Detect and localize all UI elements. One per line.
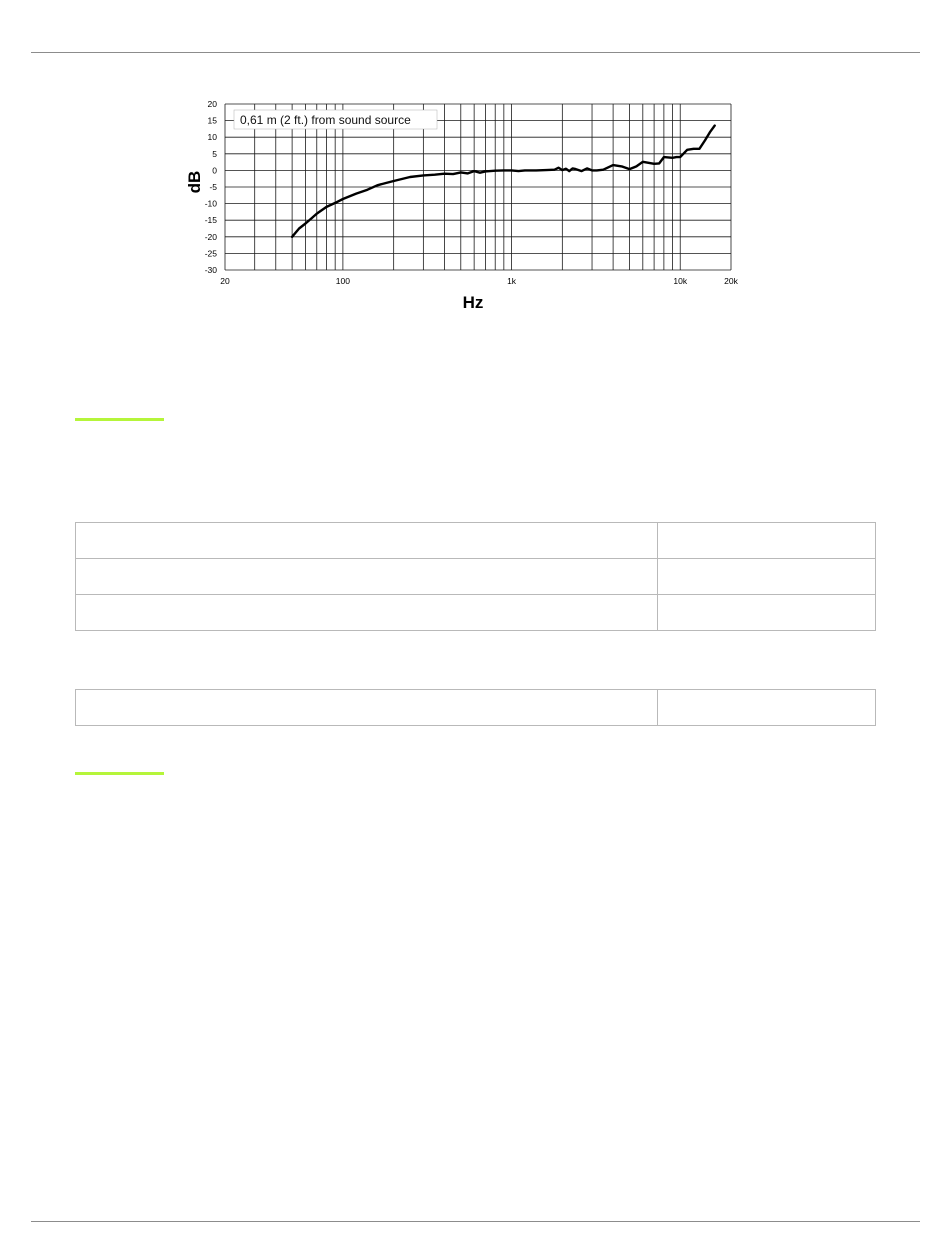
- table-cell: [76, 559, 658, 595]
- table-cell: [658, 595, 876, 631]
- table-cell: [76, 523, 658, 559]
- y-tick-label: -30: [204, 265, 217, 275]
- y-tick-label: -20: [204, 231, 217, 242]
- y-tick-label: 0: [212, 165, 217, 176]
- frequency-response-chart: [180, 95, 760, 315]
- annotation-label: 0,61 m (2 ft.) from sound source: [240, 113, 411, 127]
- y-tick-label: -10: [204, 198, 217, 209]
- y-tick-label: -25: [204, 248, 217, 259]
- spec-table: [75, 522, 876, 631]
- table-cell: [658, 559, 876, 595]
- x-tick-label: 1k: [507, 276, 517, 286]
- y-tick-label: 10: [207, 132, 217, 143]
- y-axis-label: dB: [185, 170, 204, 194]
- x-tick-label: 10k: [673, 276, 688, 286]
- table-row: [76, 559, 876, 595]
- table-row: [76, 690, 876, 726]
- x-axis-label: Hz: [462, 293, 484, 312]
- table-cell: [658, 690, 876, 726]
- y-tick-label: -5: [209, 182, 217, 192]
- y-tick-label: 20: [207, 99, 217, 109]
- table-row: [76, 595, 876, 631]
- y-tick-label: 5: [212, 148, 217, 159]
- section-accent-line: [75, 772, 164, 775]
- y-tick-label: 15: [207, 115, 217, 126]
- x-tick-label: 20: [220, 276, 230, 286]
- x-tick-label: 20k: [724, 276, 738, 286]
- section-accent-line: [75, 418, 164, 421]
- table-row: [76, 523, 876, 559]
- x-tick-label: 100: [335, 276, 350, 286]
- footer-rule: [31, 1221, 920, 1222]
- spec-table: [75, 689, 876, 726]
- table-cell: [76, 690, 658, 726]
- table-cell: [76, 595, 658, 631]
- table-cell: [658, 523, 876, 559]
- y-tick-label: -15: [204, 215, 217, 226]
- header-rule: [31, 52, 920, 53]
